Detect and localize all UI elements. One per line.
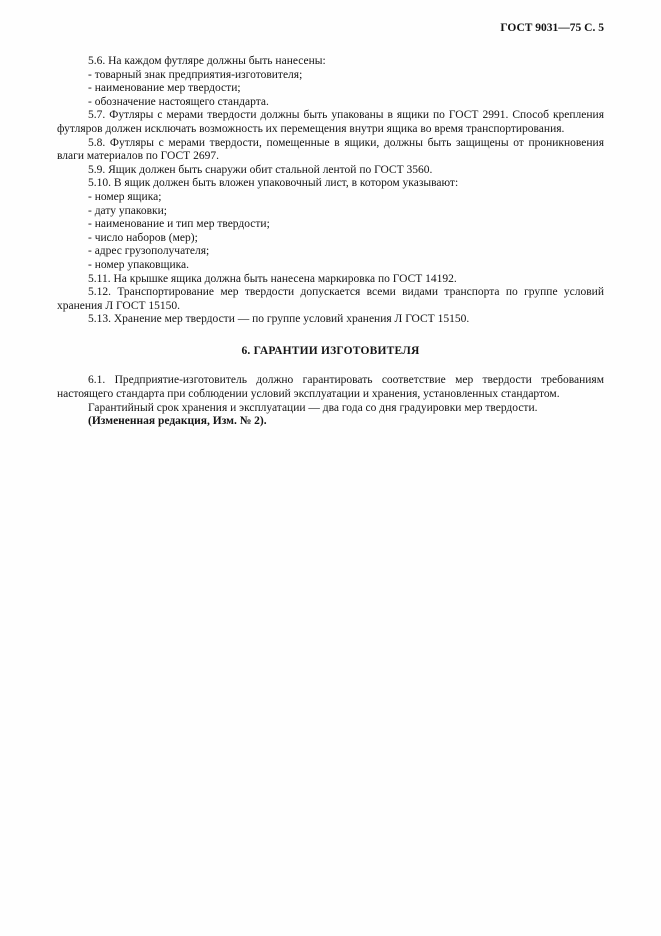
section-heading-guarantees: 6. ГАРАНТИИ ИЗГОТОВИТЕЛЯ — [241, 344, 420, 357]
paragraph-5-9: 5.9. Ящик должен быть снаружи обит стальной лентой по ГОСТ 3560. — [88, 163, 433, 176]
list-item: - номер ящика; — [88, 190, 162, 203]
paragraph-guarantee-term: Гарантийный срок хранения и эксплуатации — два года со дня градуировки мер твердости. — [88, 401, 538, 414]
document-header: ГОСТ 9031—75 С. 5 — [500, 22, 604, 34]
paragraph-5-11: 5.11. На крышке ящика должна быть нанесена маркировка по ГОСТ 14192. — [88, 272, 457, 285]
paragraph-5-12: 5.12. Транспортирование мер твердости допускается всеми видами транспорта по группе условий хранения Л ГОСТ 15150. — [57, 286, 604, 312]
list-item: - число наборов (мер); — [88, 231, 198, 244]
paragraph-5-7: 5.7. Футляры с мерами твердости должны быть упакованы в ящики по ГОСТ 2991. Способ крепления футляров должен исключать возможность их перемещения внутри ящика во время транспортирования. — [57, 109, 604, 135]
document-body — [57, 55, 604, 429]
list-item: - номер упаковщика. — [88, 258, 189, 271]
list-item: - дату упаковки; — [88, 204, 167, 217]
paragraph-5-8: 5.8. Футляры с мерами твердости, помещенные в ящики, должны быть защищены от проникновения влаги материалов по ГОСТ 2697. — [57, 136, 604, 163]
paragraph-5-13: 5.13. Хранение мер твердости — по группе условий хранения Л ГОСТ 15150. — [88, 313, 470, 326]
paragraph-amendment-note: (Измененная редакция, Изм. № 2). — [88, 415, 267, 428]
paragraph-5-10: 5.10. В ящик должен быть вложен упаковочный лист, в котором указывают: — [88, 177, 459, 190]
list-item: - адрес грузополучателя; — [88, 245, 210, 258]
paragraph-6-1: 6.1. Предприятие-изготовитель должно гарантировать соответствие мер твердости требованиям настоящего стандарта при соблюдении условий эксплуатации и хранения, установленных стандартом. — [57, 374, 604, 401]
list-item: - товарный знак предприятия-изготовителя; — [88, 68, 303, 81]
paragraph-5-6: 5.6. На каждом футляре должны быть нанесены: — [88, 55, 326, 67]
list-item: - наименование и тип мер твердости; — [88, 218, 270, 231]
list-item: - обозначение настоящего стандарта. — [88, 95, 269, 108]
list-item: - наименование мер твердости; — [88, 82, 241, 95]
